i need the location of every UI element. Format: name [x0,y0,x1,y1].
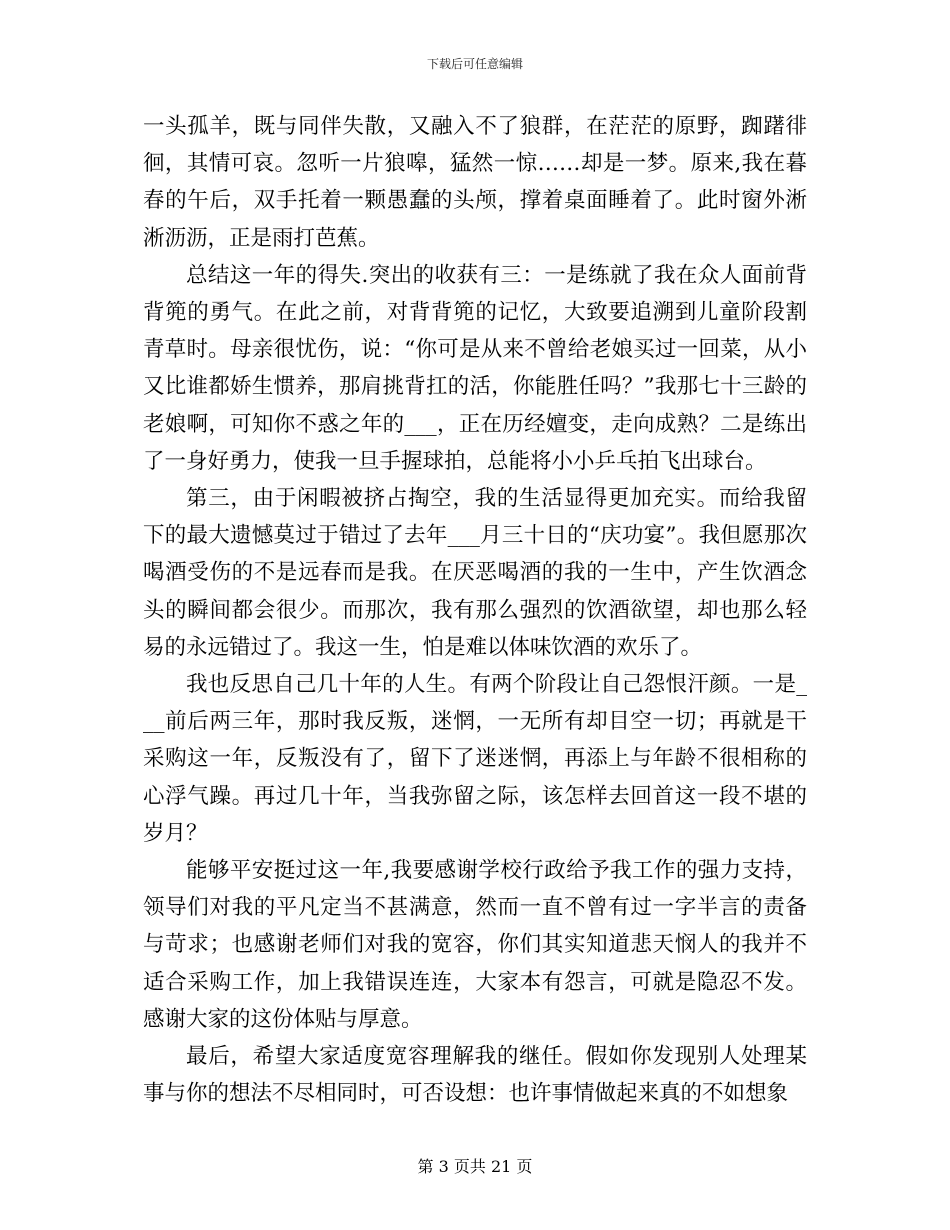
document-body [143,108,807,1112]
paragraph-4: 我也反思自己几十年的人生。有两个阶段让自己怨恨汗颜。一是___前后两三年，那时我反叛，迷惘，一无所有却目空一切；再就是干采购这一年，反叛没有了，留下了迷迷惘，再添上与年龄不很相称的心浮气躁。再过几十年，当我弥留之际，该怎样去回首这一段不堪的岁月？ [143,672,807,846]
page-number-footer: 第 3 页共 21 页 [417,1157,533,1176]
header-note: 下载后可任意编辑 [426,57,523,71]
paragraph-6: 最后，希望大家适度宽容理解我的继任。假如你发现别人处理某事与你的想法不尽相同时，可否设想：也许事情做起来真的不如想象 [143,1044,807,1107]
paragraph-2: 总结这一年的得失.突出的收获有三：一是练就了我在众人面前背背篼的勇气。在此之前，对背背篼的记忆，大致要追溯到儿童阶段割青草时。母亲很忧伤，说：“你可是从来不曾给老娘买过一回菜，从小又比谁都娇生惯养，那肩挑背扛的活，你能胜任吗？”我那七十三龄的老娘啊，可知你不惑之年的___，正在历经嬗变，走向成熟？二是练出了一身好勇力，使我一旦手握球拍，总能将小小乒乓拍飞出球台。 [143,262,807,474]
paragraph-1: 一头孤羊，既与同伴失散，又融入不了狼群，在茫茫的原野，踟躇徘徊，其情可哀。忽听一片狼嗥，猛然一惊……却是一梦。原来,我在暮春的午后，双手托着一颗愚蠢的头颅，撑着桌面睡着了。此时窗外淅淅沥沥，正是雨打芭蕉。 [143,114,807,251]
paragraph-3: 第三，由于闲暇被挤占掏空，我的生活显得更加充实。而给我留下的最大遗憾莫过于错过了去年___月三十日的“庆功宴”。我但愿那次喝酒受伤的不是远春而是我。在厌恶喝酒的我的一生中，产生饮酒念头的瞬间都会很少。而那次，我有那么强烈的饮酒欲望，却也那么轻易的永远错过了。我这一生，怕是难以体味饮酒的欢乐了。 [143,486,807,660]
paragraph-5: 能够平安挺过这一年,我要感谢学校行政给予我工作的强力支持，领导们对我的平凡定当不甚满意，然而一直不曾有过一字半言的责备与苛求；也感谢老师们对我的宽容，你们其实知道悲天悯人的我并不适合采购工作，加上我错误连连，大家本有怨言，可就是隐忍不发。感谢大家的这份体贴与厚意。 [143,858,807,1032]
